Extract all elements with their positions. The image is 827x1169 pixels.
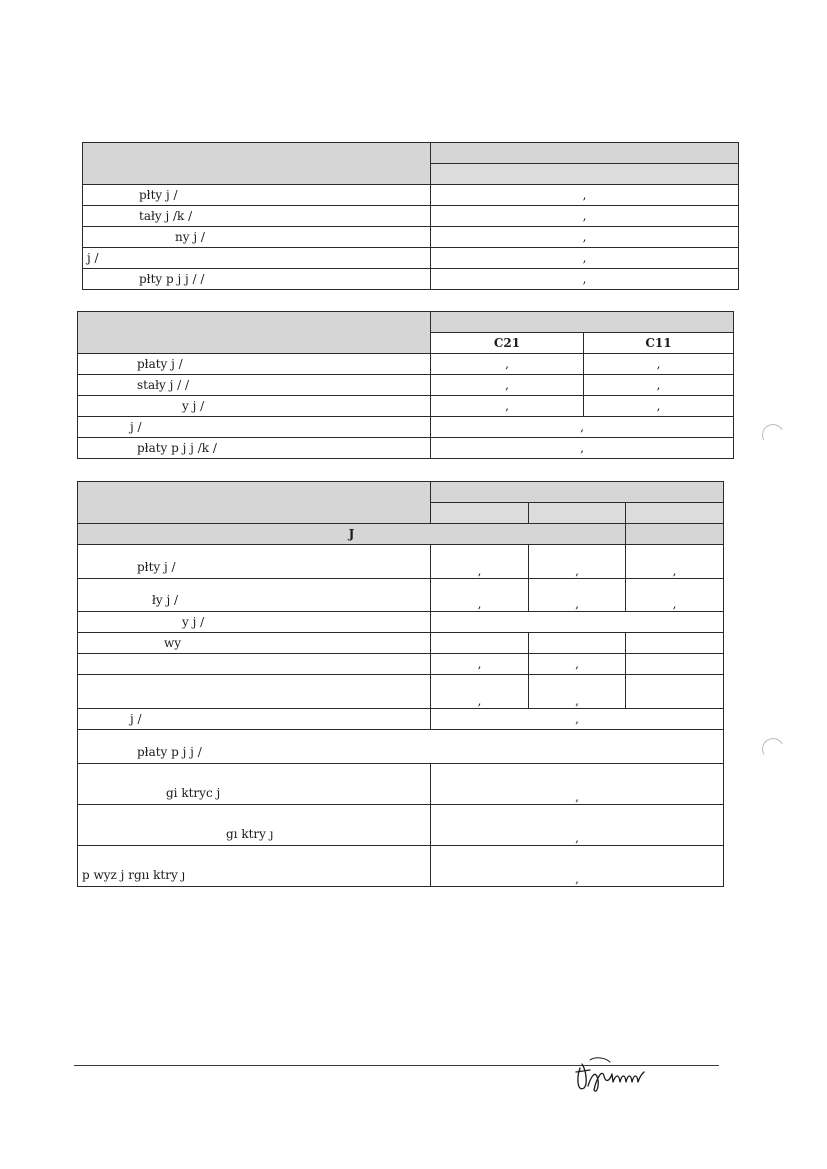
table-3-row-b: , [529, 654, 626, 675]
signature-image [566, 1040, 656, 1100]
table-3-section-header-blank [626, 524, 724, 545]
table-3-row-b: , [529, 675, 626, 709]
punch-hole-mark [760, 422, 787, 449]
table-2-row-value: , [431, 417, 734, 438]
table-3-row-b [529, 633, 626, 654]
table-3-row-label [78, 654, 431, 675]
table-2-row-a: , [431, 354, 584, 375]
table-2 [77, 311, 734, 459]
table-2-row-a: , [431, 396, 584, 417]
table-1-row-value: , [431, 227, 739, 248]
table-3-row-b: , [529, 545, 626, 579]
table-3-header-label [78, 482, 431, 524]
table-3-row-label: p wyz j rgıı ktry ȷ [78, 846, 431, 887]
table-2-row-value: , [431, 438, 734, 459]
table-2-row-label: płaty p j j /k / [78, 438, 431, 459]
table-1-row-label: j / [83, 248, 431, 269]
table-3-row-label: płaty p j j / [78, 730, 724, 764]
table-1-header-label [83, 143, 431, 185]
table-2-col-c21: C21 [431, 333, 584, 354]
table-3-subheader [529, 503, 626, 524]
table-3-subheader [431, 503, 529, 524]
table-3-row-a: , [431, 545, 529, 579]
table-3-row-value: , [431, 846, 724, 887]
table-1-row-label: tały j /k / [83, 206, 431, 227]
table-1 [82, 142, 739, 290]
table-2-row-b: , [584, 354, 734, 375]
table-2-row-label: y j / [78, 396, 431, 417]
table-3-row-c: , [626, 579, 724, 612]
table-1-row-value: , [431, 248, 739, 269]
table-3-row-value: , [431, 805, 724, 846]
table-2-header-value [431, 312, 734, 333]
punch-hole-mark [760, 736, 787, 763]
table-2-row-label: j / [78, 417, 431, 438]
table-1-row-value: , [431, 185, 739, 206]
table-3 [77, 481, 724, 887]
table-3-row-value: , [431, 709, 724, 730]
table-3-row-value [431, 612, 724, 633]
table-3-subheader [626, 503, 724, 524]
table-3-row-value: , [431, 764, 724, 805]
table-2-header-label [78, 312, 431, 354]
table-3-row-label: gi ktryc j [78, 764, 431, 805]
table-1-subheader [431, 164, 739, 185]
table-3-row-c [626, 654, 724, 675]
table-2-row-b: , [584, 396, 734, 417]
table-1-row-label: płty j / [83, 185, 431, 206]
table-3-row-a: , [431, 654, 529, 675]
table-3-row-label: płty j / [78, 545, 431, 579]
table-3-section-header: J [78, 524, 626, 545]
table-3-row-label [78, 675, 431, 709]
table-1-row-value: , [431, 206, 739, 227]
table-2-row-a: , [431, 375, 584, 396]
table-3-row-c: , [626, 545, 724, 579]
table-3-row-label: j / [78, 709, 431, 730]
table-2-col-c11: C11 [584, 333, 734, 354]
table-3-row-a: , [431, 579, 529, 612]
table-3-row-c [626, 675, 724, 709]
table-2-row-label: stały j / / [78, 375, 431, 396]
table-1-header-value [431, 143, 739, 164]
table-3-row-a: , [431, 675, 529, 709]
table-3-row-label: y j / [78, 612, 431, 633]
table-2-row-label: płaty j / [78, 354, 431, 375]
table-1-row-label: płty p j j / / [83, 269, 431, 290]
table-3-row-c [626, 633, 724, 654]
table-3-row-label: gı ktry ȷ [78, 805, 431, 846]
table-3-row-label: wy [78, 633, 431, 654]
table-3-row-a [431, 633, 529, 654]
table-2-row-b: , [584, 375, 734, 396]
table-3-row-label: ły j / [78, 579, 431, 612]
table-3-header-value [431, 482, 724, 503]
table-3-row-b: , [529, 579, 626, 612]
table-1-row-value: , [431, 269, 739, 290]
table-1-row-label: ny j / [83, 227, 431, 248]
